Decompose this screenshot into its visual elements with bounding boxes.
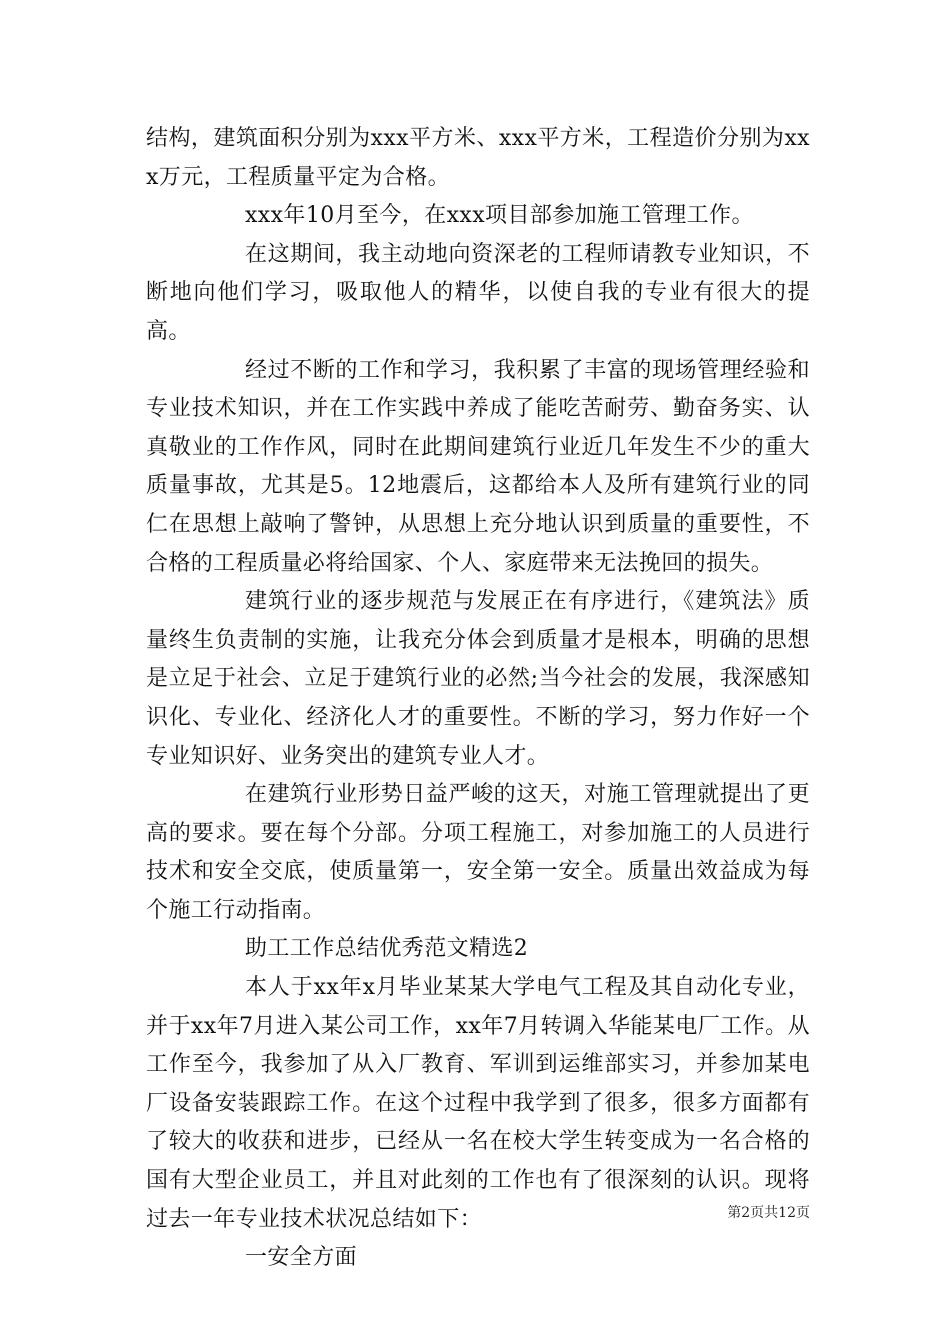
subsection-heading-safety: 一安全方面: [245, 1245, 358, 1271]
paragraph-management-requirements: 在建筑行业形势日益严峻的这天，对施工管理就提出了更高的要求。要在每个分部。分项工程施工，对参加施工的人员进行技术和安全交底，使质量第一，安全第一安全。质量出效益成为每个施工行动指南。: [146, 782, 810, 923]
paragraph-structure-area: 结构，建筑面积分别为xxx平方米、xxx平方米，工程造价分别为xxx万元，工程质量平定为合格。: [146, 126, 810, 190]
paragraph-self-introduction: 本人于xx年x月毕业某某大学电气工程及其自动化专业，并于xx年7月进入某公司工作，xx年7月转调入华能某电厂工作。从工作至今，我参加了从入厂教育、军训到运维部实习，并参加某电厂设备安装跟踪工作。在这个过程中我学到了很多，很多方面都有了较大的收获和进步，已经从一名在校大学生转变成为一名合格的国有大型企业员工，并且对此刻的工作也有了很深刻的认识。现将过去一年专业技术状况总结如下：: [146, 975, 810, 1232]
paragraph-experience: 经过不断的工作和学习，我积累了丰富的现场管理经验和专业技术知识，并在工作实践中养成了能吃苦耐劳、勤奋务实、认真敬业的工作作风，同时在此期间建筑行业近几年发生不少的重大质量事故，尤其是5。12地震后，这都给本人及所有建筑行业的同仁在思想上敲响了警钟，从思想上充分地认识到质量的重要性，不合格的工程质量必将给国家、个人、家庭带来无法挽回的损失。: [146, 357, 810, 576]
paragraph-learning: 在这期间，我主动地向资深老的工程师请教专业知识，不断地向他们学习，吸取他人的精华，以使自我的专业有很大的提高。: [146, 241, 810, 344]
paragraph-project-period: xxx年10月至今，在xxx项目部参加施工管理工作。: [245, 203, 754, 229]
document-body: [146, 120, 810, 1278]
section-heading: 助工工作总结优秀范文精选2: [245, 936, 529, 962]
page-number-footer: 第2页共12页: [727, 1205, 810, 1221]
paragraph-industry-standards: 建筑行业的逐步规范与发展正在有序进行，《建筑法》质量终生负责制的实施，让我充分体会到质量才是根本，明确的思想是立足于社会、立足于建筑行业的必然;当今社会的发展，我深感知识化、专业化、经济化人才的重要性。不断的学习，努力作好一个专业知识好、业务突出的建筑专业人才。: [146, 589, 810, 769]
